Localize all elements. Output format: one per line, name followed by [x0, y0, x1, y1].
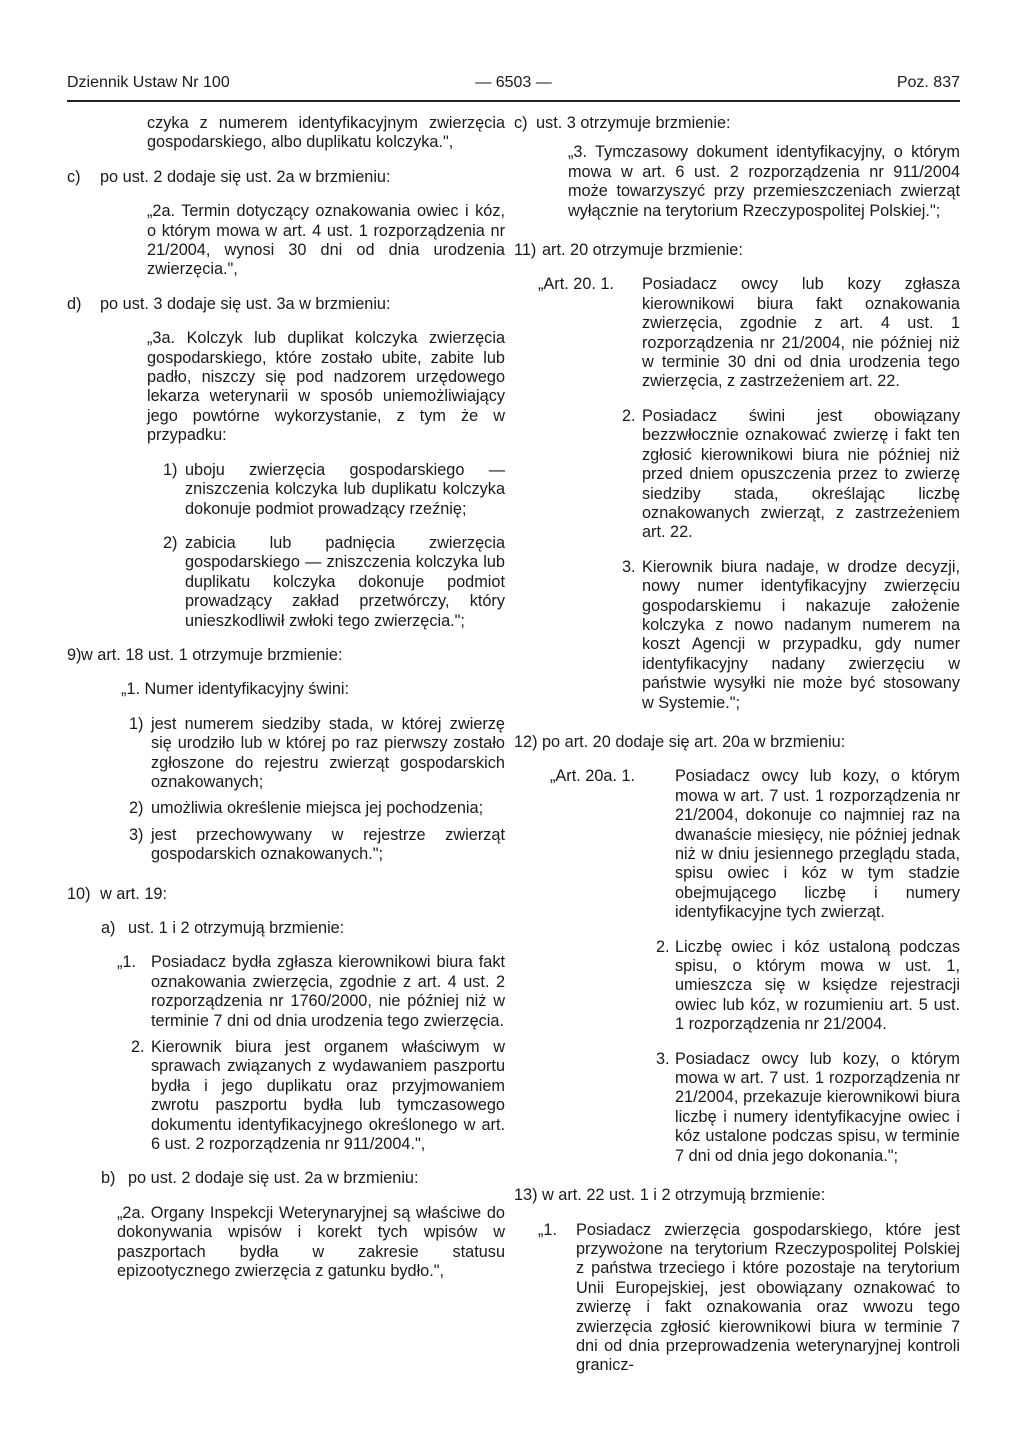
subitem-2	[163, 534, 505, 631]
item-text: ust. 1 i 2 otrzymują brzmienie:	[128, 919, 345, 937]
item-text: w art. 22 ust. 1 i 2 otrzymują brzmienie:	[542, 1186, 826, 1205]
article-label: „Art. 20. 1.	[538, 275, 615, 294]
item-9-sub-2	[129, 799, 505, 818]
paragraph-text: Liczbę owiec i kóz ustaloną podczas spisu, o którym mowa w ust. 1, umieszcza się w księdze rejestracji owiec lub kóz, w rozumieniu art. 5 ust. 1 rozporządzenia nr 21/2004.	[675, 937, 960, 1034]
item-13	[514, 1186, 960, 1205]
item-text: po ust. 2 dodaje się ust. 2a w brzmieniu:	[128, 1169, 419, 1188]
item-text: art. 20 otrzymuje brzmienie:	[542, 241, 743, 260]
paragraph-text: Posiadacz owcy lub kozy, o którym mowa w art. 7 ust. 1 rozporządzenia nr 21/2004, dokonuje co najmniej raz na dwanaście miesięcy, nie później jednak niż w dniu jesiennego przeglądu stada, spisu owiec i kóz w tym stadzie obejmującego liczbę i numery identyfikacyjne tych zwierząt.	[675, 767, 960, 922]
subitem-text: jest numerem siedziby stada, w której zwierzę się urodziło lub w której po raz pierwszy zostało zgłoszone do rejestru zwierząt gospodarskich oznakowanych;	[151, 714, 505, 791]
paragraph-label: 2.	[622, 406, 636, 425]
art20-par-2	[538, 407, 960, 543]
art20-par-3	[538, 558, 960, 713]
paragraph-label: „1.	[538, 1220, 558, 1239]
subitem-text: umożliwia określenie miejsca jej pochodzenia;	[151, 799, 484, 818]
header-rule	[67, 100, 960, 102]
item-label: 11)	[514, 241, 537, 260]
paragraph-text: Posiadacz zwierzęcia gospodarskiego, które jest przywożone na terytorium Rzeczypospolitej Polskiej z państwa trzeciego i które pozostaje na terytorium Unii Europejskiej, jest obowiązany oznakować to zwierzę i fakt oznakowania oraz wwozu tego zwierzęcia zgłosić kierownikowi biura w terminie 7 dni od dnia przeprowadzenia weterynaryjnej kontroli granicz-	[576, 1220, 960, 1375]
subitem-label: 2)	[163, 533, 178, 552]
subitem-label: 1)	[129, 714, 144, 733]
paragraph-text: Kierownik biura jest organem właściwym w sprawach związanych z wydawaniem paszportu bydła i jego duplikatu oraz przyjmowaniem zwrotu paszportu bydła lub tymczasowego dokumentu identyfikacyjnego określonego w art. 6 ust. 2 rozporządzenia nr 911/2004.",	[151, 1038, 505, 1154]
art20a-par-1	[550, 767, 960, 922]
paragraph-continuation: czyka z numerem identyfikacyjnym zwierzęcia gospodarskiego, albo duplikatu kolczyka.",	[147, 114, 505, 152]
paragraph-2a: „2a. Termin dotyczący oznakowania owiec i kóz, o którym mowa w art. 4 ust. 1 rozporządzenia nr 21/2004, wynosi 30 dni od dnia urodzenia zwierzęcia.",	[147, 202, 505, 279]
page-header	[67, 74, 960, 98]
paragraph-text: Posiadacz świni jest obowiązany bezzwłocznie oznakować zwierzę i fakt ten zgłosić kierownikowi biura nie później niż przed dniem opuszczenia przez to zwierzę siedziby stada, określając liczbę oznakowanych zwierząt, z zastrzeżeniem art. 22.	[642, 406, 960, 542]
item-label: c)	[514, 114, 528, 132]
item-9-sub-3	[129, 826, 505, 865]
art20a-par-2	[550, 938, 960, 1035]
paragraph-label: 3.	[656, 1049, 670, 1068]
art20-par-1	[538, 275, 960, 391]
paragraph-3: „3. Tymczasowy dokument identyfikacyjny, o którym mowa w art. 6 ust. 2 rozporządzenia nr 911/2004 może towarzyszyć przy przemieszczeniach zwierząt wyłącznie na terytorium Rzeczypospolitej Polskiej.";	[568, 143, 960, 220]
item-label: b)	[101, 1169, 116, 1188]
item-10	[67, 885, 505, 904]
subitem-text: uboju zwierzęcia gospodarskiego — zniszczenia kolczyka lub duplikatu kolczyka dokonuje podmiot prowadzący rzeźnię;	[185, 460, 505, 518]
item-label: 13)	[514, 1186, 538, 1205]
paragraph-label: 3.	[622, 557, 636, 576]
item-a	[101, 919, 505, 938]
art20a-par-3	[550, 1050, 960, 1166]
item-text: w art. 19:	[100, 884, 167, 903]
item-9-sub-1	[129, 715, 505, 793]
paragraph-label: „1.	[117, 953, 137, 972]
art22-par-1	[538, 1221, 960, 1376]
paragraph-label: 2.	[656, 937, 670, 956]
item-c	[514, 114, 960, 133]
item-label: a)	[101, 919, 116, 937]
paragraph-text: Posiadacz owcy lub kozy zgłasza kierownikowi biura fakt oznakowania zwierzęcia, zgodnie z art. 4 ust. 1 rozporządzenia nr 21/2004, nie później niż w terminie 30 dni od dnia urodzenia tego zwierzęcia, z zastrzeżeniem art. 22.	[642, 275, 960, 391]
paragraph-3a: „3a. Kolczyk lub duplikat kolczyka zwierzęcia gospodarskiego, które zostało ubite, zabite lub padło, niszczy się pod nadzorem urzędowego lekarza weterynarii w sposób uniemożliwiający jego powtórne wykorzystanie, z tym że w przypadku:	[147, 329, 505, 445]
paragraph-text: Kierownik biura nadaje, w drodze decyzji, nowy numer identyfikacyjny zwierzęciu gospodarskiemu i nakazuje założenie kolczyka z nowo nadanym numerem na koszt Agencji w przypadku, gdy numer identyfikacyjny nadany zwierzęciu w państwie wysyłki nie może być stosowany w Systemie.";	[642, 557, 960, 712]
item-9-heading: „1. Numer identyfikacyjny świni:	[121, 680, 350, 699]
subitem-label: 2)	[129, 799, 144, 818]
position-number: Poz. 837	[896, 74, 960, 91]
paragraph-label: 2.	[131, 1038, 145, 1057]
item-text: po art. 20 dodaje się art. 20a w brzmieniu:	[542, 732, 846, 751]
paragraph-b-2a: „2a. Organy Inspekcji Weterynaryjnej są właściwe do dokonywania wpisów i korekt tych wpisów w paszportach bydła w zakresie statusu epizootycznego zwierzęcia z gatunku bydło.",	[117, 1203, 505, 1281]
item-b	[101, 1169, 505, 1188]
item-a-par-1	[117, 953, 505, 1031]
item-d	[67, 295, 505, 314]
item-11	[514, 241, 960, 260]
item-text: po ust. 2 dodaje się ust. 2a w brzmieniu:	[100, 167, 391, 186]
item-label: 9)	[67, 645, 82, 664]
paragraph-text: Posiadacz bydła zgłasza kierownikowi biura fakt oznakowania zwierzęcia, zgodnie z art. 4 ust. 2 rozporządzenia nr 1760/2000, nie później niż w terminie 7 dni od dnia urodzenia tego zwierzęcia.	[151, 953, 505, 1030]
left-column	[67, 114, 505, 1282]
item-label: 10)	[67, 884, 91, 903]
subitem-text: zabicia lub padnięcia zwierzęcia gospodarskiego — zniszczenia kolczyka lub duplikatu kolczyka dokonuje podmiot prowadzący zakład przetwórczy, który unieszkodliwił zwłoki tego zwierzęcia.";	[185, 533, 505, 630]
item-a-par-2	[117, 1038, 505, 1154]
item-9	[67, 646, 505, 665]
page-number: — 6503 —	[475, 74, 552, 91]
journal-title: Dziennik Ustaw Nr 100	[67, 74, 230, 91]
paragraph-text: Posiadacz owcy lub kozy, o którym mowa w art. 7 ust. 1 rozporządzenia nr 21/2004, przekazuje kierownikowi biura liczbę i numery identyfikacyjne owiec i kóz ustalone podczas spisu, w terminie 7 dni od dnia jego dokonania.";	[675, 1049, 960, 1165]
item-label: c)	[67, 167, 81, 186]
item-text: ust. 3 otrzymuje brzmienie:	[536, 114, 731, 132]
subitem-1	[163, 461, 505, 519]
item-12	[514, 733, 960, 752]
subitem-label: 1)	[163, 460, 178, 479]
subitem-text: jest przechowywany w rejestrze zwierząt gospodarskich oznakowanych.";	[151, 825, 505, 864]
right-column	[514, 114, 960, 1376]
subitem-label: 3)	[129, 825, 144, 844]
article-label: „Art. 20a. 1.	[550, 767, 636, 786]
item-c	[67, 168, 505, 187]
item-text: po ust. 3 dodaje się ust. 3a w brzmieniu:	[100, 294, 391, 313]
item-text: w art. 18 ust. 1 otrzymuje brzmienie:	[81, 645, 343, 664]
item-label: d)	[67, 294, 82, 313]
item-label: 12)	[514, 732, 538, 751]
